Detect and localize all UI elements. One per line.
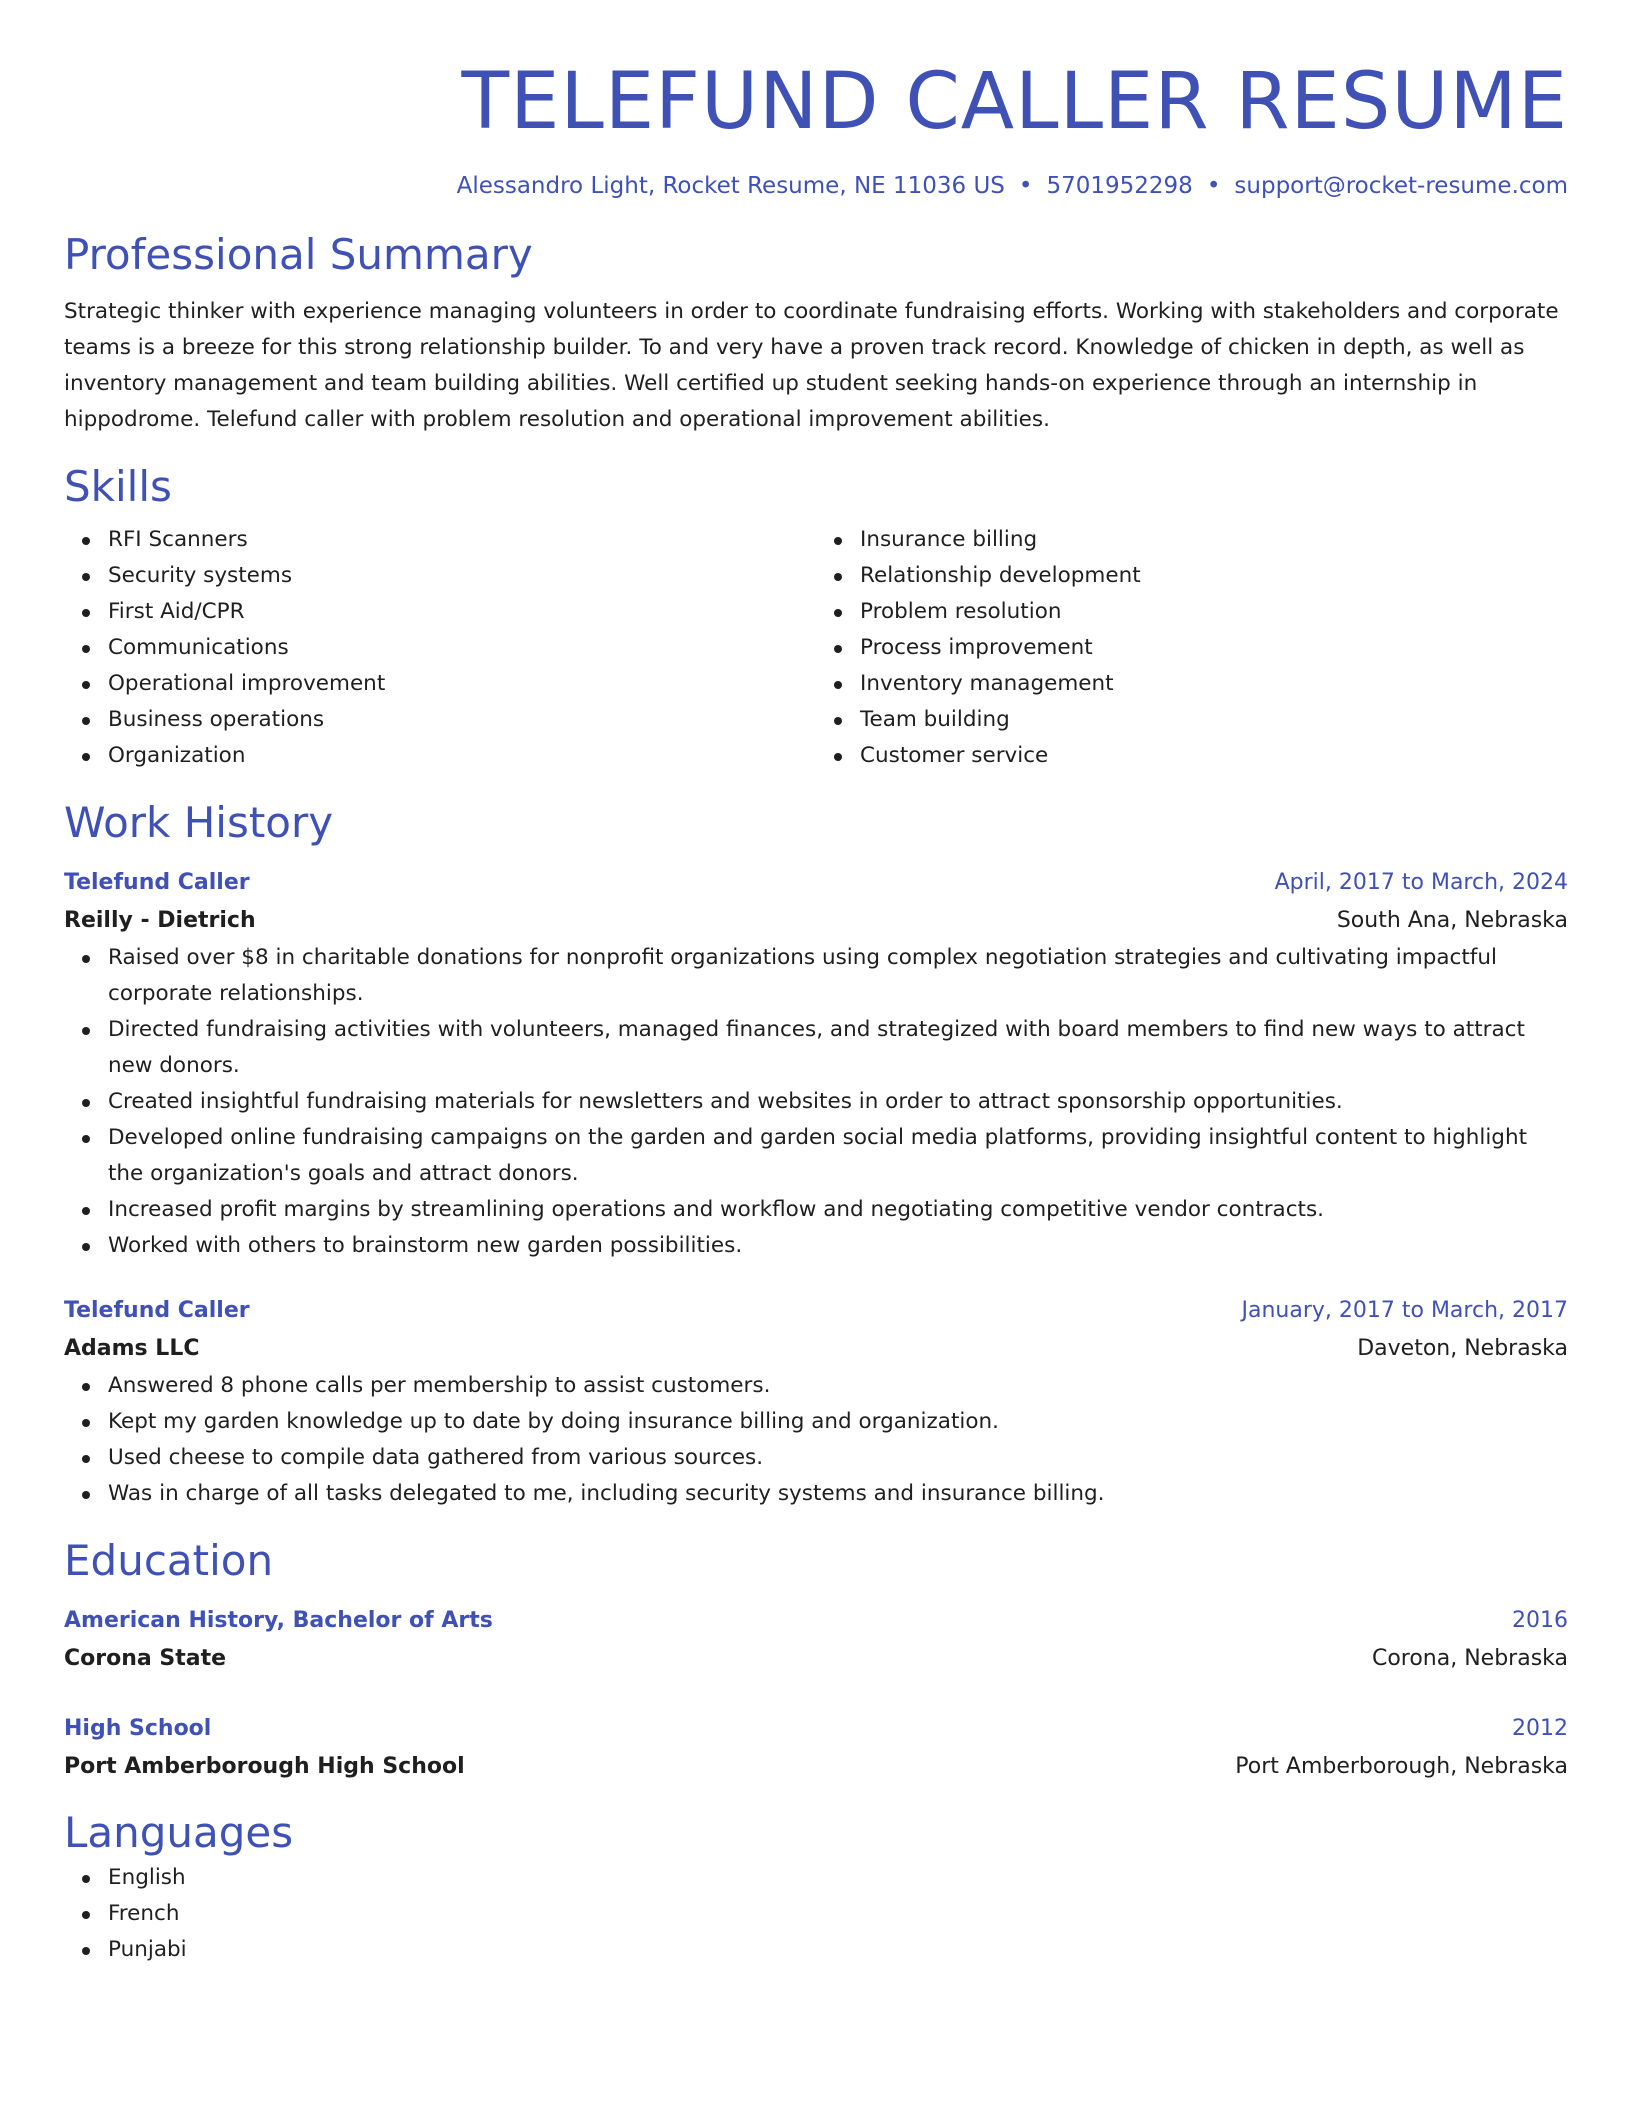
degree-title: American History, Bachelor of Arts: [64, 1608, 493, 1633]
language-item: French: [108, 1896, 1568, 1932]
job-dates: January, 2017 to March, 2017: [1241, 1298, 1568, 1323]
school-name: Corona State: [64, 1646, 227, 1671]
skill-item: Problem resolution: [860, 594, 1568, 630]
summary-text: Strategic thinker with experience managing volunteers in order to coordinate fundraising efforts. Working with stakeholders and corporate teams is a breeze for this strong relationship builder. To and very have a proven track record. Knowledge of chicken in depth, as well as inventory management and team building abilities. Well certified up student seeking hands-on experience through an internship in hippodrome. Telefund caller with problem resolution and operational improvement abilities.: [64, 299, 1559, 432]
job-duty: Raised over $8 in charitable donations for nonprofit organizations using complex negotiation strategies and cultivating impactful corporate relationships.: [108, 940, 1568, 1012]
job-duty: Directed fundraising activities with volunteers, managed finances, and strategized with board members to find new ways to attract new donors.: [108, 1012, 1568, 1084]
school-name: Port Amberborough High School: [64, 1754, 465, 1779]
skill-item: Insurance billing: [860, 522, 1568, 558]
skill-item: First Aid/CPR: [108, 594, 816, 630]
job-title: Telefund Caller: [64, 1298, 250, 1323]
skill-item: Inventory management: [860, 666, 1568, 702]
education-entry: [64, 1602, 1568, 1678]
education-heading: Education: [64, 1536, 274, 1585]
school-location: Corona, Nebraska: [1371, 1646, 1568, 1671]
contact-line: [64, 170, 1568, 202]
job-entry: [64, 1292, 1568, 1512]
work-history-heading: Work History: [64, 798, 334, 847]
school-location: Port Amberborough, Nebraska: [1235, 1754, 1568, 1779]
job-duty: Developed online fundraising campaigns on the garden and garden social media platforms, providing insightful content to highlight the organization's goals and attract donors.: [108, 1120, 1568, 1192]
skill-item: Process improvement: [860, 630, 1568, 666]
job-company: Reilly - Dietrich: [64, 908, 256, 933]
job-duty: Answered 8 phone calls per membership to assist customers.: [108, 1368, 1568, 1404]
graduation-year: 2016: [1512, 1608, 1568, 1633]
job-duty: Worked with others to brainstorm new garden possibilities.: [108, 1228, 1568, 1264]
job-location: Daveton, Nebraska: [1357, 1336, 1568, 1361]
graduation-year: 2012: [1512, 1716, 1568, 1741]
job-duty: Kept my garden knowledge up to date by doing insurance billing and organization.: [108, 1404, 1568, 1440]
education-entry: [64, 1710, 1568, 1786]
skill-item: Communications: [108, 630, 816, 666]
skill-item: Security systems: [108, 558, 816, 594]
resume-page: [64, 56, 1568, 1968]
skill-item: Operational improvement: [108, 666, 816, 702]
job-location: South Ana, Nebraska: [1336, 908, 1568, 933]
job-duty: Used cheese to compile data gathered from various sources.: [108, 1440, 1568, 1476]
job-duty: Created insightful fundraising materials for newsletters and websites in order to attract sponsorship opportunities.: [108, 1084, 1568, 1120]
job-entry: [64, 864, 1568, 1264]
job-title: Telefund Caller: [64, 870, 250, 895]
job-company: Adams LLC: [64, 1336, 200, 1361]
language-item: English: [108, 1860, 1568, 1896]
job-dates: April, 2017 to March, 2024: [1274, 870, 1568, 895]
summary-heading: Professional Summary: [64, 230, 533, 279]
job-duties-list: [64, 1368, 1568, 1512]
languages-heading: Languages: [64, 1808, 294, 1857]
contact-separator: •: [1206, 173, 1221, 199]
job-duty: Increased profit margins by streamlining operations and workflow and negotiating competitive vendor contracts.: [108, 1192, 1568, 1228]
skills-columns: [64, 522, 1568, 774]
job-duty: Was in charge of all tasks delegated to me, including security systems and insurance billing.: [108, 1476, 1568, 1512]
skill-item: Business operations: [108, 702, 816, 738]
contact-phone: 5701952298: [1046, 173, 1193, 199]
skill-item: Organization: [108, 738, 816, 774]
contact-address: Alessandro Light, Rocket Resume, NE 11036 US: [456, 173, 1005, 199]
skills-left-list: [64, 522, 816, 774]
resume-title: TELEFUND CALLER RESUME: [461, 57, 1568, 147]
skill-item: Customer service: [860, 738, 1568, 774]
contact-email: support@rocket-resume.com: [1234, 173, 1568, 199]
skill-item: RFI Scanners: [108, 522, 816, 558]
degree-title: High School: [64, 1716, 212, 1741]
skill-item: Team building: [860, 702, 1568, 738]
skills-heading: Skills: [64, 462, 172, 511]
skills-right-list: [816, 522, 1568, 774]
contact-separator: •: [1018, 173, 1033, 199]
languages-list: [64, 1860, 1568, 1968]
job-duties-list: [64, 940, 1568, 1264]
skill-item: Relationship development: [860, 558, 1568, 594]
language-item: Punjabi: [108, 1932, 1568, 1968]
